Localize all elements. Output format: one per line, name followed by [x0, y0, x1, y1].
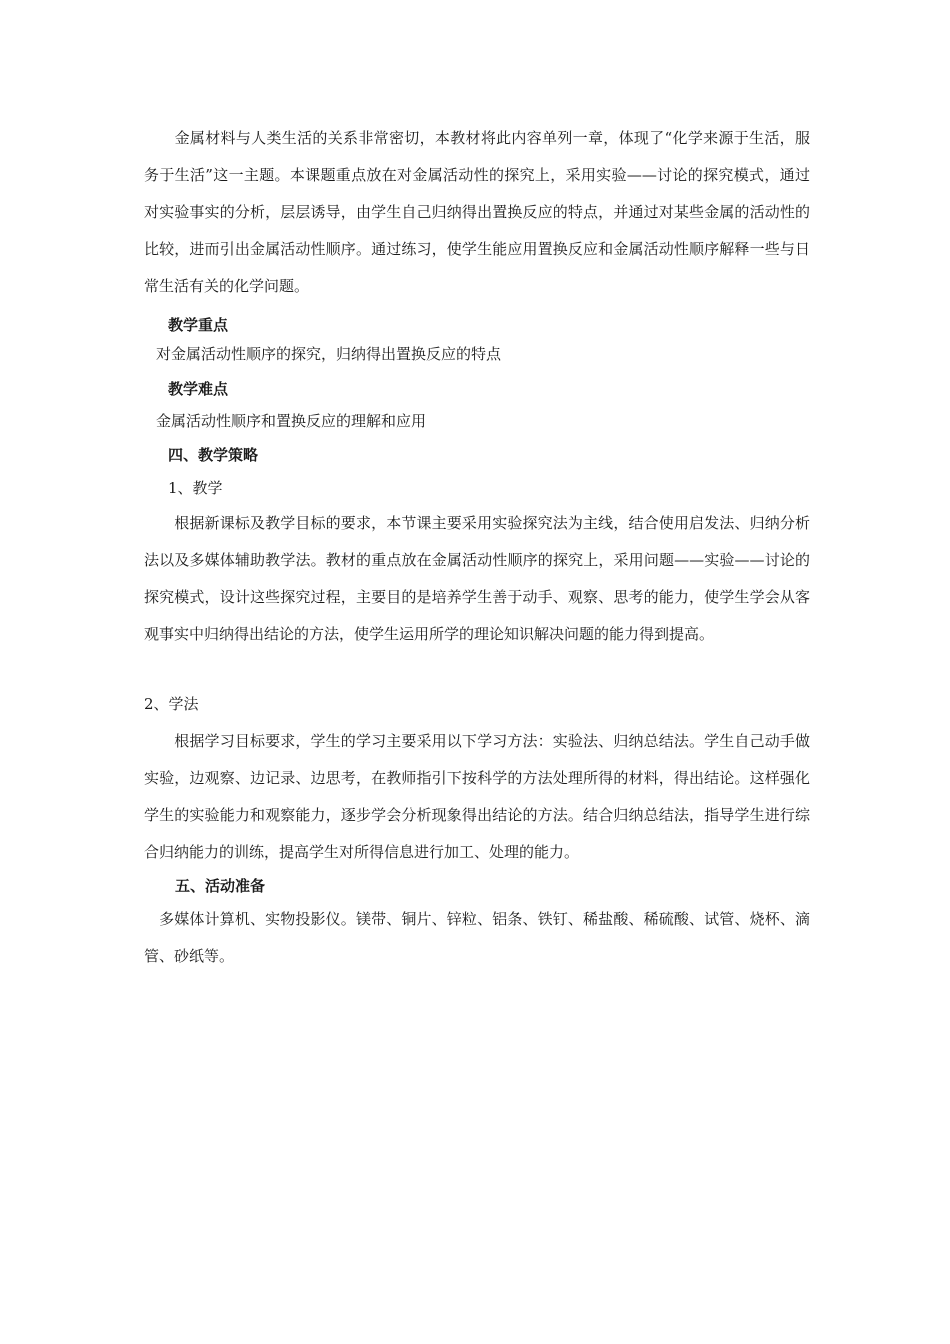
learning-paragraph: 根据学习目标要求，学生的学习主要采用以下学习方法：实验法、归纳总结法。学生自己动手做实验，边观察、边记录、边思考，在教师指引下按科学的方法处理所得的材料，得出结论。这样强化学生的实验能力和观察能力，逐步学会分析现象得出结论的方法。结合归纳总结法，指导学生进行综合归纳能力的训练，提高学生对所得信息进行加工、处理的能力。 [144, 732, 810, 861]
intro-paragraph: 金属材料与人类生活的关系非常密切，本教材将此内容单列一章，体现了“化学来源于生活，服务于生活”这一主题。本课题重点放在对金属活动性的探究上，采用实验——讨论的探究模式，通过对实验事实的分析，层层诱导，由学生自己归纳得出置换反应的特点，并通过对某些金属的活动性的比较，进而引出金属活动性顺序。通过练习，使学生能应用置换反应和金属活动性顺序解释一些与日常生活有关的化学问题。 [144, 129, 810, 295]
difficulty-text: 金属活动性顺序和置换反应的理解和应用 [156, 412, 427, 430]
key-point-heading: 教学重点 [168, 316, 229, 334]
key-point-text: 对金属活动性顺序的探究，归纳得出置换反应的特点 [156, 345, 502, 363]
prep-paragraph: 多媒体计算机、实物投影仪。镁带、铜片、锌粒、铝条、铁钉、稀盐酸、稀硫酸、试管、烧杯、滴管、砂纸等。 [144, 910, 810, 965]
difficulty-heading: 教学难点 [168, 380, 229, 398]
strategy-heading: 四、教学策略 [168, 446, 259, 464]
teaching-subheading: 1、教学 [168, 479, 223, 497]
teaching-paragraph: 根据新课标及教学目标的要求，本节课主要采用实验探究法为主线，结合使用启发法、归纳分析法以及多媒体辅助教学法。教材的重点放在金属活动性顺序的探究上，采用问题——实验——讨论的探究模式，设计这些探究过程，主要目的是培养学生善于动手、观察、思考的能力，使学生学会从客观事实中归纳得出结论的方法，使学生运用所学的理论知识解决问题的能力得到提高。 [144, 514, 810, 643]
learning-subheading: 2、学法 [144, 695, 199, 713]
prep-heading: 五、活动准备 [175, 877, 266, 895]
